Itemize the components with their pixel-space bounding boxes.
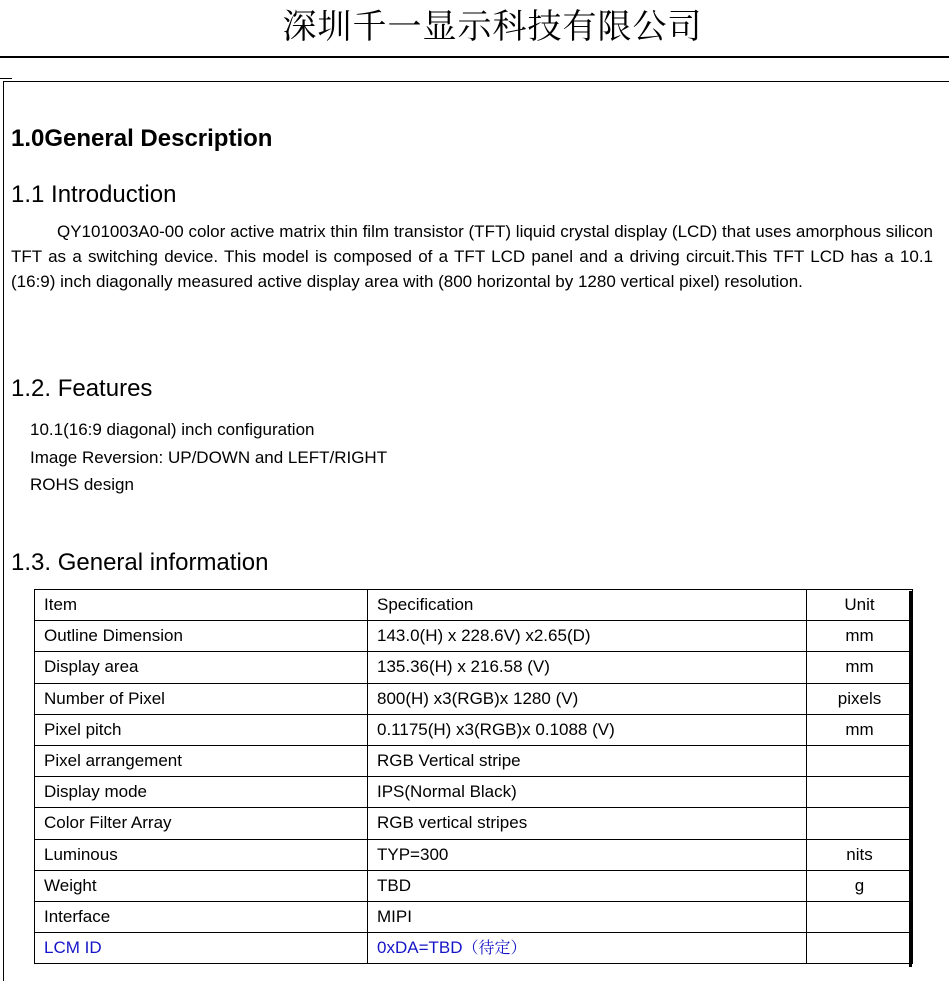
table-row	[35, 839, 913, 870]
row-unit: mm	[807, 652, 913, 683]
row-spec: IPS(Normal Black)	[368, 777, 807, 808]
intro-paragraph: QY101003A0-00 color active matrix thin film transistor (TFT) liquid crystal display (LCD) that uses amorphous silicon TFT as a switching device. This model is composed of a TFT LCD panel and a driving circuit.This TFT LCD has a 10.1 (16:9) inch diagonally measured active display area with (800 horizontal by 1280 vertical pixel) resolution.	[11, 222, 933, 291]
row-item: Number of Pixel	[35, 683, 368, 714]
feature-item: Image Reversion: UP/DOWN and LEFT/RIGHT	[30, 447, 388, 467]
table-row	[35, 777, 913, 808]
table-row	[35, 621, 913, 652]
header-unit: Unit	[807, 590, 913, 621]
row-unit: nits	[807, 839, 913, 870]
table-row	[35, 808, 913, 839]
row-spec: TYP=300	[368, 839, 807, 870]
header-specification: Specification	[368, 590, 807, 621]
row-item: LCM ID	[35, 933, 368, 964]
row-item: Pixel pitch	[35, 714, 368, 745]
row-item: Color Filter Array	[35, 808, 368, 839]
header-rule	[0, 56, 949, 58]
row-unit: pixels	[807, 683, 913, 714]
row-item: Display mode	[35, 777, 368, 808]
row-unit	[807, 933, 913, 964]
table-row	[35, 714, 913, 745]
row-spec: MIPI	[368, 901, 807, 932]
table-row	[35, 870, 913, 901]
row-spec: RGB Vertical stripe	[368, 745, 807, 776]
row-unit: g	[807, 870, 913, 901]
row-unit	[807, 808, 913, 839]
feature-item: ROHS design	[30, 475, 134, 494]
table-row	[35, 652, 913, 683]
row-spec	[368, 933, 807, 964]
row-item: Display area	[35, 652, 368, 683]
table-shadow-edge	[909, 591, 912, 967]
row-item: Interface	[35, 901, 368, 932]
company-name: 深圳千一显示科技有限公司	[282, 7, 703, 47]
row-item: Pixel arrangement	[35, 745, 368, 776]
general-info-heading: 1.3. General information	[11, 549, 269, 576]
row-unit: mm	[807, 714, 913, 745]
feature-item: 10.1(16:9 diagonal) inch configuration	[30, 420, 315, 439]
table-header-row	[35, 590, 913, 621]
row-unit	[807, 901, 913, 932]
row-unit	[807, 777, 913, 808]
row-spec: TBD	[368, 870, 807, 901]
row-item: Weight	[35, 870, 368, 901]
row-unit	[807, 745, 913, 776]
row-spec: 0.1175(H) x3(RGB)x 0.1088 (V)	[368, 714, 807, 745]
row-unit: mm	[807, 621, 913, 652]
features-list	[30, 416, 387, 499]
lcm-id-note: （待定）	[462, 938, 527, 958]
table-row-lcm-id	[35, 933, 913, 964]
table-row	[35, 901, 913, 932]
table-row	[35, 683, 913, 714]
lcm-id-value: 0xDA=TBD	[377, 938, 463, 958]
features-heading: 1.2. Features	[11, 375, 153, 402]
intro-heading: 1.1 Introduction	[11, 181, 177, 208]
row-item: Luminous	[35, 839, 368, 870]
general-info-table	[34, 589, 913, 964]
row-spec: 143.0(H) x 228.6V) x2.65(D)	[368, 621, 807, 652]
row-spec: 135.36(H) x 216.58 (V)	[368, 652, 807, 683]
header-item: Item	[35, 590, 368, 621]
table-row	[35, 745, 913, 776]
row-spec: RGB vertical stripes	[368, 808, 807, 839]
corner-tick	[0, 78, 12, 79]
section-title: 1.0General Description	[11, 125, 273, 152]
row-spec: 800(H) x3(RGB)x 1280 (V)	[368, 683, 807, 714]
row-item: Outline Dimension	[35, 621, 368, 652]
